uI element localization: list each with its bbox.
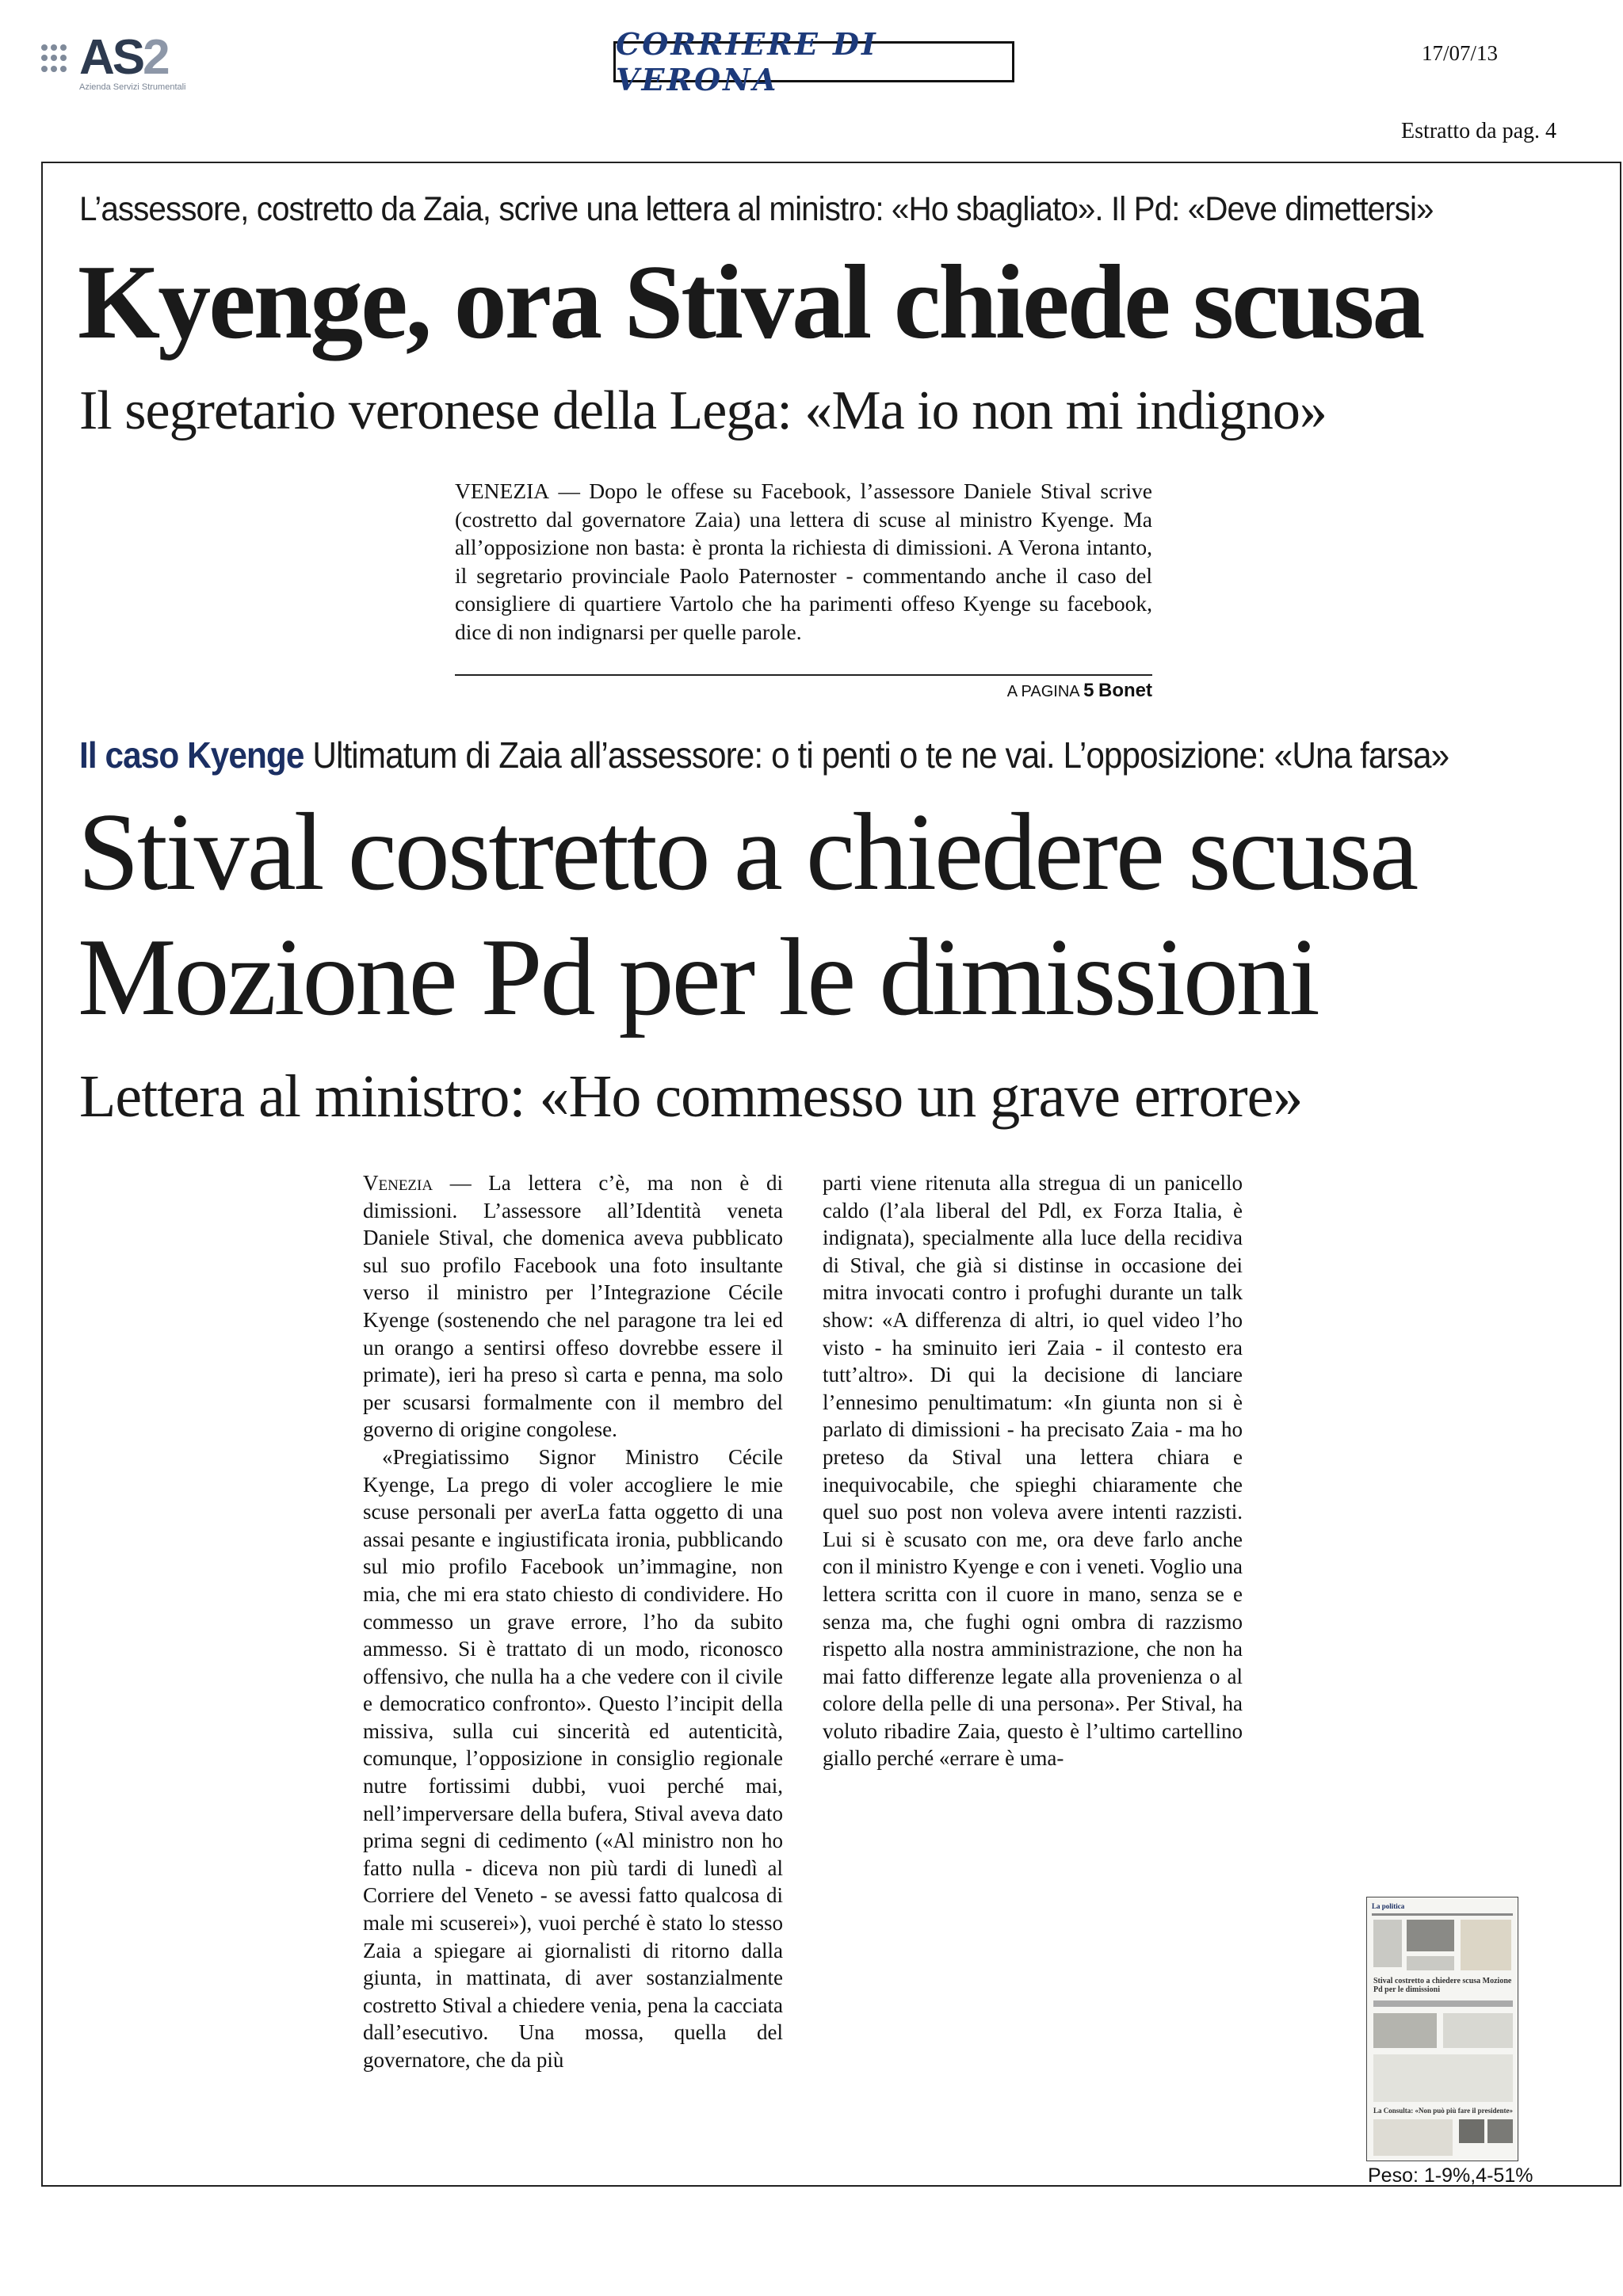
page-extract-note: Estratto da pag. 4 (1401, 119, 1556, 143)
abstract-divider (455, 674, 1152, 676)
abstract-dateline: VENEZIA (455, 479, 550, 503)
article2-headline-line1: Stival costretto a chiedere scusa (78, 791, 1417, 913)
article1-headline: Kyenge, ora Stival chiede scusa (78, 243, 1423, 360)
col1-paragraph-1: Venezia — La lettera c’è, ma non è di dimissioni. L’assessore all’Identità veneta Daniele Stival, che domenica aveva pubblicato sul suo profilo Facebook una foto insultante verso il ministro per l’Integrazione Cécile Kyenge (sostenendo che nel paragone tra lei ed un orango a sentirsi offeso dovrebbe essere il primate), ieri ha preso sì carta e penna, ma solo per scusarsi formalmente con il membro del governo di origine congolese. (363, 1171, 783, 1442)
clipping-frame (41, 162, 1621, 2187)
article2-deck: Lettera al ministro: «Ho commesso un grave errore» (79, 1063, 1303, 1130)
logo-mark: AS2 (79, 30, 168, 85)
thumbnail-lower-headline: La Consulta: «Non può più fare il presidente» (1373, 2107, 1513, 2115)
publication-date: 17/07/13 (1421, 41, 1498, 65)
page-thumbnail (1366, 1897, 1518, 2161)
article2-kicker-label: Il caso Kyenge (79, 734, 304, 776)
article1-deck: Il segretario veronese della Lega: «Ma io non mi indigno» (79, 380, 1327, 441)
abstract-text: — Dopo le offese su Facebook, l’assessore Daniele Stival scrive (costretto dal governatore Zaia) una lettera di scuse al ministro Kyenge. Ma all’opposizione non basta: è pronta la richiesta di dimissioni. A Verona intanto, il segretario provinciale Paolo Paternoster - commentando anche il caso del consigliere di quartiere Vartolo che ha parimenti offeso Kyenge su facebook, dice di non indignarsi per quelle parole. (455, 479, 1152, 644)
as2-logo (41, 30, 186, 97)
col2-paragraph-1: parti viene ritenuta alla stregua di un panicello caldo (l’ala liberal del Pdl, ex Forza Italia, è indignata), specialmente alla luce della recidiva di Stival, che già si distinse in occasione dei mitra invocati contro i profughi durante un talk show: «A differenza di altri, io quel video l’ho visto - ha sminuito ieri Zaia - il contesto era tutt’altro». Di qui la decisione di lanciare l’ennesimo penultimatum: «In giunta non si è parlato di dimissioni - ha precisato Zaia - ma ho preteso da Stival una lettera chiara e inequivocabile, che spieghi chiaramente che quel suo post non voleva avere intenti razzisti. Lui si è scusato con me, ora deve farlo anche con il ministro Kyenge e con i veneti. Voglio una lettera scritta con il cuore in mano, senza se e senza ma, che fughi ogni ombra di razzismo rispetto alla nostra amministrazione, che non ha mai fatto differenze legate alla provenienza o al colore della pelle di una persona». Per Stival, ha voluto ribadire Zaia, questo è l’ultimo cartellino giallo perché «errare è uma- (823, 1171, 1243, 1771)
logo-subtitle: Azienda Servizi Strumentali (79, 82, 186, 92)
weight-label: Peso: 1-9%,4-51% (1368, 2164, 1533, 2187)
page-reference: A PAGINA 5 Bonet (1006, 680, 1152, 701)
article2-kicker-text: Ultimatum di Zaia all’assessore: o ti penti o te ne vai. L’opposizione: «Una farsa» (304, 734, 1449, 776)
newspaper-masthead: CORRIERE DI VERONA (613, 41, 1014, 82)
article2-column-2 (823, 1169, 1243, 1772)
thumbnail-headline: Stival costretto a chiedere scusa Mozione Pd per le dimissioni (1373, 1977, 1512, 1994)
col1-paragraph-2: «Pregiatissimo Signor Ministro Cécile Kyenge, La prego di voler accogliere le mie scuse personali per averLa fatta oggetto di una assai pesante e ingiustificata ironia, pubblicando sul mio profilo Facebook un’immagine, non mia, che mi era stato chiesto di condividere. Ho commesso un grave errore, l’ho da subito ammesso. Si è trattato di un modo, riconosco offensivo, che nulla ha a che vedere con il civile e democratico confronto». Questo l’incipit della missiva, sulla cui sincerità ed autenticità, comunque, l’opposizione in consiglio regionale nutre fortissimi dubbi, vuoi perché mai, nell’imperversare della bufera, Stival aveva dato prima segni di cedimento («Al ministro non ho fatto nulla - diceva non più tardi di lunedì al Corriere del Veneto - se avessi fatto qualcosa di male mi scuserei»), vuoi perché è stato lo stesso Zaia a spiegare ai giornalisti di ritorno dalla giunta, in mattinata, di aver sostanzialmente costretto Stival a chiedere venia, pena la cacciata dall’esecutivo. Una mossa, quella del governatore, che da più (363, 1444, 783, 2072)
article1-kicker: L’assessore, costretto da Zaia, scrive una lettera al ministro: «Ho sbagliato». Il Pd: «Deve dimettersi» (79, 190, 1434, 228)
article1-abstract (455, 477, 1152, 646)
thumbnail-section: La politica (1372, 1902, 1405, 1910)
article2-column-1 (363, 1169, 783, 2074)
article2-kicker (79, 734, 1449, 776)
article2-headline-line2: Mozione Pd per le dimissioni (78, 916, 1318, 1039)
logo-dots-icon (41, 44, 70, 73)
